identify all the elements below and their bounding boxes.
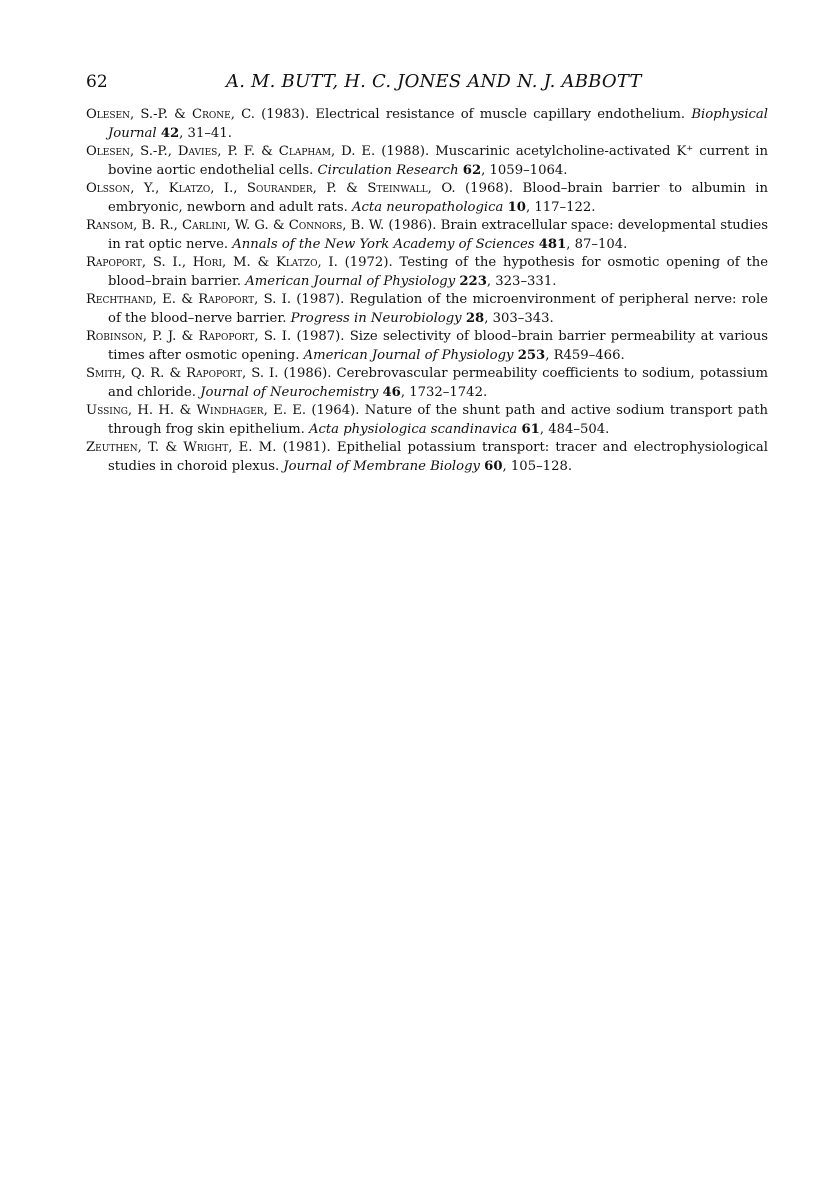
reference-volume: 61 xyxy=(521,421,540,437)
reference-entry xyxy=(86,143,768,180)
reference-year-title: (1988). Muscarinic acetylcholine-activated K⁺ current in bovine aortic endothelial cells. xyxy=(108,144,768,178)
reference-volume: 46 xyxy=(382,384,401,400)
reference-authors: Zeuthen, T. & Wright, E. M. xyxy=(86,440,277,455)
reference-journal: Journal of Neurochemistry xyxy=(200,384,379,400)
reference-pages: , 1732–1742. xyxy=(400,384,488,400)
reference-journal: Acta physiologica scandinavica xyxy=(308,421,518,437)
reference-volume: 10 xyxy=(507,199,526,215)
reference-volume: 481 xyxy=(538,236,567,252)
reference-year-title: (1986). Brain extracellular space: developmental studies in rat optic nerve. xyxy=(108,218,768,252)
reference-year-title: (1983). Electrical resistance of muscle capillary endothelium. xyxy=(254,107,692,122)
reference-entry xyxy=(86,180,768,217)
reference-entry xyxy=(86,439,768,476)
reference-entry xyxy=(86,217,768,254)
reference-entry xyxy=(86,254,768,291)
reference-authors: Olesen, S.-P., Davies, P. F. & Clapham, D. E. xyxy=(86,144,376,159)
reference-journal: Annals of the New York Academy of Sciences xyxy=(232,236,535,252)
reference-pages: , 31–41. xyxy=(179,125,232,141)
reference-pages: , 87–104. xyxy=(566,236,628,252)
reference-entry xyxy=(86,402,768,439)
reference-year-title: (1964). Nature of the shunt path and active sodium transport path through frog skin epithelium. xyxy=(108,403,768,437)
reference-journal: American Journal of Physiology xyxy=(303,347,514,363)
reference-entry xyxy=(86,328,768,365)
reference-journal: Circulation Research xyxy=(317,162,459,178)
reference-authors: Robinson, P. J. & Rapoport, S. I. xyxy=(86,329,292,344)
reference-volume: 28 xyxy=(465,310,485,326)
reference-journal: Biophysical Journal xyxy=(108,107,768,141)
reference-year-title: (1987). Size selectivity of blood–brain barrier permeability at various times after osmotic opening. xyxy=(108,329,768,363)
reference-journal: Progress in Neurobiology xyxy=(290,310,462,326)
reference-year-title: (1981). Epithelial potassium transport: tracer and electrophysiological studies in choroid plexus. xyxy=(108,440,769,474)
reference-authors: Rapoport, S. I., Hori, M. & Klatzo, I. xyxy=(86,255,338,270)
reference-authors: Ransom, B. R., Carlini, W. G. & Connors, B. W. xyxy=(86,218,385,233)
reference-volume: 60 xyxy=(484,458,503,474)
reference-volume: 62 xyxy=(462,162,482,178)
reference-pages: , 117–122. xyxy=(525,199,596,215)
reference-pages: , 1059–1064. xyxy=(481,162,568,178)
reference-entry xyxy=(86,106,768,143)
reference-pages: , 303–343. xyxy=(484,310,554,326)
page-header xyxy=(86,67,768,97)
reference-journal: American Journal of Physiology xyxy=(245,273,456,289)
reference-authors: Olesen, S.-P. & Crone, C. xyxy=(86,107,255,122)
reference-pages: , 105–128. xyxy=(502,458,573,474)
reference-volume: 223 xyxy=(459,273,487,289)
reference-volume: 253 xyxy=(517,347,546,363)
reference-list xyxy=(86,106,768,476)
reference-year-title: (1972). Testing of the hypothesis for osmotic opening of the blood–brain barrier. xyxy=(108,255,768,289)
reference-pages: , R459–466. xyxy=(545,347,625,363)
running-head: A. M. BUTT, H. C. JONES AND N. J. ABBOTT xyxy=(226,71,642,92)
reference-entry xyxy=(86,291,768,328)
reference-year-title: (1968). Blood–brain barrier to albumin in embryonic, newborn and adult rats. xyxy=(108,181,768,215)
reference-journal: Acta neuropathologica xyxy=(352,199,504,215)
reference-year-title: (1986). Cerebrovascular permeability coefficients to sodium, potassium and chloride. xyxy=(108,366,768,400)
reference-entry xyxy=(86,365,768,402)
reference-volume: 42 xyxy=(160,125,180,141)
reference-pages: , 484–504. xyxy=(539,421,610,437)
reference-authors: Rechthand, E. & Rapoport, S. I. xyxy=(86,292,292,307)
reference-authors: Ussing, H. H. & Windhager, E. E. xyxy=(86,403,307,418)
reference-authors: Smith, Q. R. & Rapoport, S. I. xyxy=(86,366,279,381)
reference-journal: Journal of Membrane Biology xyxy=(283,458,480,474)
reference-year-title: (1987). Regulation of the microenvironment of peripheral nerve: role of the blood–nerve barrier. xyxy=(108,292,768,326)
page-number: 62 xyxy=(86,72,108,92)
reference-pages: , 323–331. xyxy=(486,273,557,289)
reference-authors: Olsson, Y., Klatzo, I., Sourander, P. & Steinwall, O. xyxy=(86,181,456,196)
